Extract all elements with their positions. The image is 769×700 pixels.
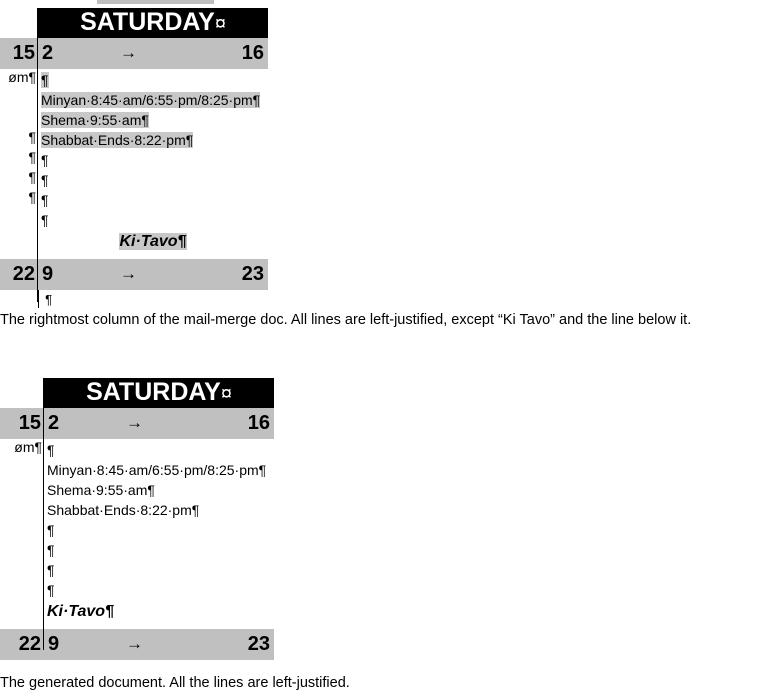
calendar-body-row xyxy=(0,69,268,259)
doc-line-text: Shema·9:55·am¶ xyxy=(47,482,155,499)
date-center-cell xyxy=(38,38,268,69)
doc-line xyxy=(38,90,268,110)
left-line: ¶ xyxy=(28,149,36,166)
doc-line xyxy=(44,480,274,500)
doc-line-text: Minyan·8:45·am/6:55·pm/8:25·pm¶ xyxy=(41,92,261,109)
doc-line-text: ¶ xyxy=(41,172,49,189)
figure-mail-merge-doc xyxy=(0,8,268,308)
doc-line xyxy=(44,580,274,600)
calendar-header-row xyxy=(0,8,268,38)
left-line xyxy=(0,109,36,129)
calendar-table xyxy=(0,8,268,308)
date-right-number: 16 xyxy=(166,40,264,66)
doc-line xyxy=(38,130,268,150)
doc-line-text: ¶ xyxy=(47,542,55,559)
ghost-line xyxy=(38,252,268,259)
next-row-left xyxy=(0,290,38,308)
doc-line xyxy=(44,520,274,540)
doc-line-text: ¶ xyxy=(41,212,49,229)
caption-figure-1: The rightmost column of the mail-merge doc. All lines are left-justified, except “Ki Tavo” and the line below it. xyxy=(0,312,692,328)
left-column-partial xyxy=(0,69,38,259)
date-center-number: 9 xyxy=(42,261,91,287)
scrollbar-nub[interactable] xyxy=(97,0,214,4)
doc-line-text: ¶ xyxy=(47,522,55,539)
date-center-number: 2 xyxy=(42,40,91,66)
header-day-label: SATURDAY xyxy=(86,378,221,406)
content-lines xyxy=(44,439,274,629)
doc-line-text: Minyan·8:45·am/6:55·pm/8:25·pm¶ xyxy=(47,462,267,479)
doc-line xyxy=(38,150,268,170)
doc-line-text: ¶ xyxy=(41,72,49,89)
date-band-bottom xyxy=(0,629,274,660)
date-arrow-icon: → xyxy=(91,40,166,66)
date-center-cell xyxy=(44,629,274,660)
calendar-header-row xyxy=(0,378,274,408)
date-left-number: 22 xyxy=(0,259,38,290)
doc-line-text: ¶ xyxy=(41,192,49,209)
left-line: ¶ xyxy=(28,189,36,206)
header-day-label: SATURDAY xyxy=(80,8,215,36)
ghost-line xyxy=(44,622,274,629)
left-column-partial xyxy=(0,439,44,629)
date-band-top xyxy=(0,408,274,439)
date-band-bottom xyxy=(0,259,268,290)
content-lines xyxy=(38,69,268,259)
left-line: ¶ xyxy=(28,129,36,146)
date-band-top xyxy=(0,38,268,69)
left-line: ¶ xyxy=(28,169,36,186)
date-center-number: 9 xyxy=(48,631,97,657)
column-divider xyxy=(43,378,44,650)
parasha-text: Ki·Tavo¶ xyxy=(119,233,187,251)
next-row-content: ¶ xyxy=(41,291,53,307)
date-left-number: 15 xyxy=(0,408,44,439)
saturday-content-cell[interactable] xyxy=(38,69,268,259)
doc-line-text: Shabbat·Ends·8:22·pm¶ xyxy=(47,502,200,519)
date-center-number: 2 xyxy=(48,410,97,436)
date-right-number: 16 xyxy=(172,410,270,436)
doc-line xyxy=(44,460,274,480)
doc-line xyxy=(38,70,268,90)
caption-figure-2: The generated document. All the lines are left-justified. xyxy=(0,675,350,691)
doc-line xyxy=(44,540,274,560)
left-line: øm¶ xyxy=(14,439,42,456)
doc-line-text: ¶ xyxy=(47,582,55,599)
parasha-text: Ki·Tavo¶ xyxy=(47,603,114,621)
calendar-table xyxy=(0,378,274,660)
doc-line-text: ¶ xyxy=(47,442,55,459)
date-center-cell xyxy=(38,259,268,290)
doc-line xyxy=(38,170,268,190)
doc-line xyxy=(38,210,268,230)
header-cell-mark: ¤ xyxy=(220,383,232,405)
left-line: øm¶ xyxy=(8,69,36,86)
parasha-line xyxy=(38,230,268,252)
header-cell-mark: ¤ xyxy=(214,13,226,35)
calendar-body-row xyxy=(0,439,274,629)
date-arrow-icon: → xyxy=(91,261,166,287)
saturday-content-cell[interactable] xyxy=(44,439,274,629)
doc-line-text: ¶ xyxy=(47,562,55,579)
header-day-cell xyxy=(38,8,268,38)
parasha-line xyxy=(44,600,274,622)
date-right-number: 23 xyxy=(166,261,264,287)
figure-generated-doc xyxy=(0,378,274,660)
doc-line xyxy=(38,190,268,210)
doc-line xyxy=(44,500,274,520)
date-left-number: 15 xyxy=(0,38,38,69)
header-left-spacer xyxy=(0,8,38,38)
doc-line xyxy=(44,560,274,580)
column-divider xyxy=(37,8,38,302)
header-day-cell xyxy=(44,378,274,408)
date-arrow-icon: → xyxy=(97,410,172,436)
calendar-next-row-stub xyxy=(0,290,268,308)
date-center-cell xyxy=(44,408,274,439)
doc-line-text: Shema·9:55·am¶ xyxy=(41,112,149,129)
date-right-number: 23 xyxy=(172,631,270,657)
left-line xyxy=(0,89,36,109)
header-left-spacer xyxy=(0,378,44,408)
doc-line xyxy=(44,440,274,460)
doc-line xyxy=(38,110,268,130)
date-arrow-icon: → xyxy=(97,631,172,657)
doc-line-text: ¶ xyxy=(41,152,49,169)
doc-line-text: Shabbat·Ends·8:22·pm¶ xyxy=(41,132,194,149)
date-left-number: 22 xyxy=(0,629,44,660)
